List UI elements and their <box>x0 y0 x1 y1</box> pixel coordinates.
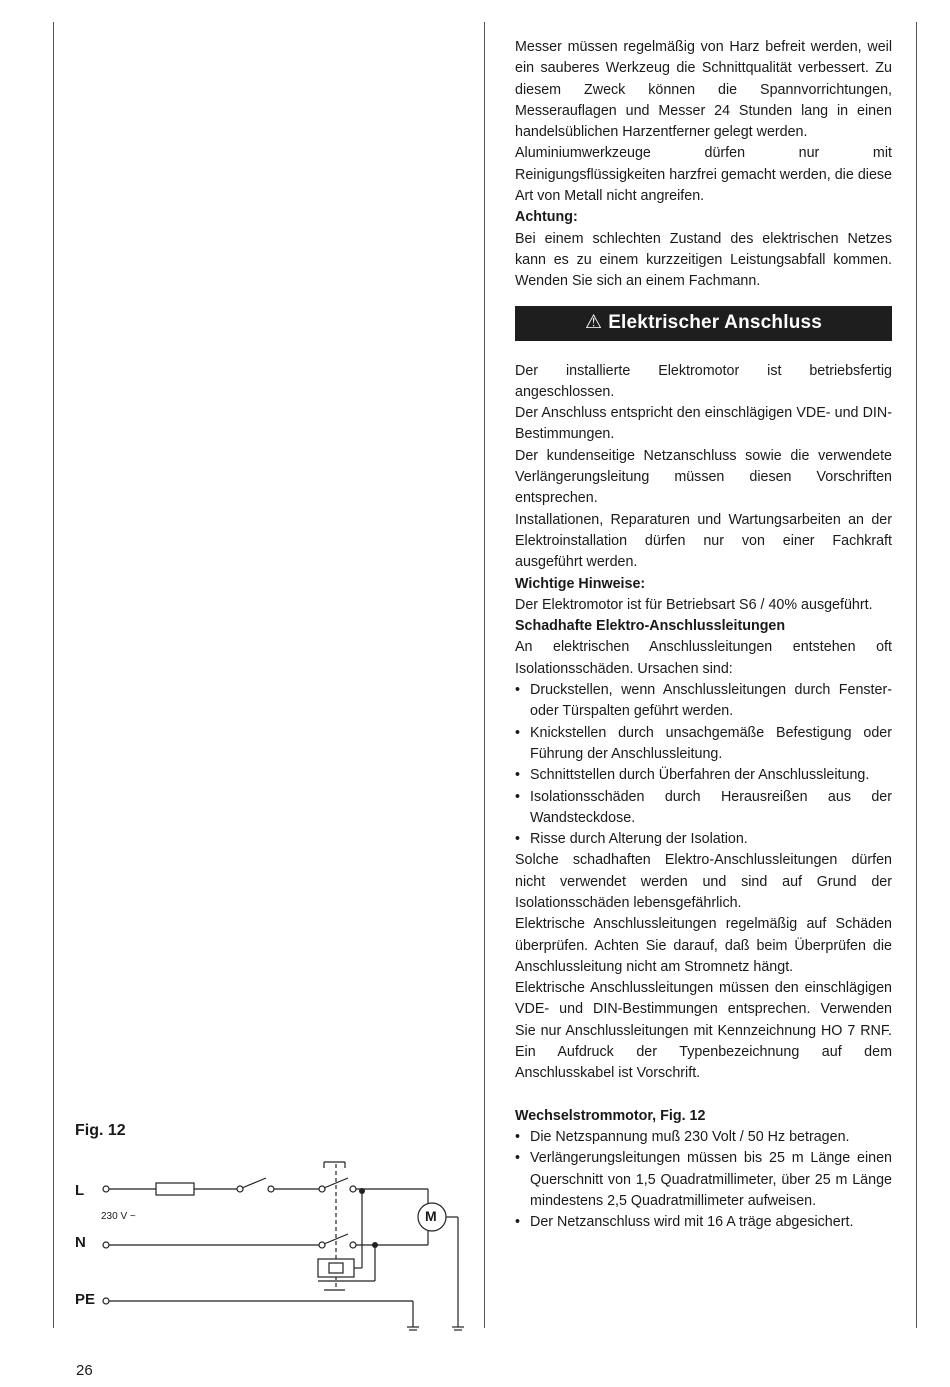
main-switch <box>242 1178 266 1188</box>
page-number: 26 <box>76 1362 93 1379</box>
schadhaft-paragraph-3: Elektrische Anschlussleitungen müssen den einschlägigen VDE- und DIN-Bestimmungen entsprechen. Verwenden Sie nur Anschlussleitungen mit Kennzeichnung HO 7 RNF. Ein Aufdruck der Typenbezeichnung auf dem Anschlusskabel ist Vorschrift. <box>515 980 892 1082</box>
list-item: • Knickstellen durch unsachgemäße Befestigung oder Führung der Anschlussleitung. <box>515 724 892 762</box>
motor-heading: Wechselstrommotor, Fig. 12 <box>515 1107 706 1124</box>
list-item: • Der Netzanschluss wird mit 16 A träge abgesichert. <box>515 1212 892 1233</box>
list-item: • Druckstellen, wenn Anschlussleitungen durch Fenster- oder Türspalten geführt werden. <box>515 682 892 720</box>
line-label-n: N <box>75 1234 86 1251</box>
section-paragraph-1: Der installierte Elektromotor ist betriebsfertig angeschlossen. <box>515 362 892 400</box>
bullet-dot: • <box>515 724 521 741</box>
bullet-dot: • <box>515 1128 521 1145</box>
section-paragraph-3: Der kundenseitige Netzanschluss sowie die verwendete Verlängerungsleitung müssen diesen Vorschriften entsprechen. <box>515 447 892 507</box>
hinweise-heading: Wichtige Hinweise: <box>515 575 646 592</box>
list-item: • Verlängerungsleitungen müssen bis 25 m Länge einen Querschnitt von 1,5 Quadratmillimeter, über 25 m Länge mindestens 2,5 Quadratmillimeter aufweisen. <box>515 1150 892 1209</box>
section-paragraph-2: Der Anschluss entspricht den einschlägigen VDE- und DIN-Bestimmungen. <box>515 405 892 443</box>
figure-label: Fig. 12 <box>75 1122 126 1139</box>
terminal-n <box>103 1242 109 1248</box>
intro-paragraph-1: Messer müssen regelmäßig von Harz befreit werden, weil ein sauberes Werkzeug die Schnittqualität verbessert. Zu diesem Zweck können die Spannvorrichtungen, Messerauflagen und Messer 24 Stunden lang in einen handelsüblichen Harzentferner gelegt werden. <box>515 39 892 141</box>
motor-label: M <box>425 1208 437 1224</box>
relay-coil <box>318 1259 354 1277</box>
section-banner-title: Elektrischer Anschluss <box>608 312 823 334</box>
bullet-dot: • <box>515 767 521 784</box>
bullet-dot: • <box>515 831 521 848</box>
intro-paragraph-2: Aluminiumwerkzeuge dürfen nur mit Reinigungsflüssigkeiten harzfrei gemacht werden, die diese Art von Metall nicht angreifen. <box>515 145 892 205</box>
terminal-pe <box>103 1298 109 1304</box>
section-paragraph-4: Installationen, Reparaturen und Wartungsarbeiten an der Elektroinstallation dürfen nur von einer Fachkraft ausgeführt werden. <box>515 511 892 571</box>
bullet-dot: • <box>515 682 521 699</box>
schadhaft-intro: An elektrischen Anschlussleitungen entstehen oft Isolationsschäden. Ursachen sind: <box>515 639 892 677</box>
warning-triangle-icon: ⚠ <box>584 312 603 334</box>
bullet-dot: • <box>515 1214 521 1231</box>
hinweise-text: Der Elektromotor ist für Betriebsart S6 / 40% ausgeführt. <box>515 596 873 613</box>
schadhaft-paragraph-2: Elektrische Anschlussleitungen regelmäßig auf Schäden überprüfen. Achten Sie darauf, daß beim Überprüfen die Anschlussleitung nicht am Stromnetz hängt. <box>515 916 892 975</box>
line-label-l: L <box>75 1182 85 1199</box>
line-label-pe: PE <box>75 1291 96 1308</box>
list-item: • Schnittstellen durch Überfahren der Anschlussleitung. <box>515 765 892 786</box>
list-item: • Risse durch Alterung der Isolation. <box>515 829 892 850</box>
voltage-label: 230 V ~ <box>101 1211 136 1222</box>
achtung-text: Bei einem schlechten Zustand des elektrischen Netzes kann es zu einem kurzzeitigen Leistungsabfall kommen. Wenden Sie sich an einem Fachmann. <box>515 230 892 290</box>
list-item: • Die Netzspannung muß 230 Volt / 50 Hz betragen. <box>515 1127 892 1148</box>
achtung-heading: Achtung: <box>515 209 578 226</box>
bullet-dot: • <box>515 1150 521 1167</box>
schadhaft-heading: Schadhafte Elektro-Anschlussleitungen <box>515 618 786 635</box>
resistor <box>156 1183 194 1195</box>
schadhaft-paragraph-1: Solche schadhaften Elektro-Anschlussleitungen dürfen nicht verwendet werden und sind auf Grund der Isolationsschäden lebensgefährlich. <box>515 852 892 911</box>
bullet-dot: • <box>515 788 521 805</box>
list-item: • Isolationsschäden durch Herausreißen aus der Wandsteckdose. <box>515 788 892 826</box>
terminal-l <box>103 1186 109 1192</box>
